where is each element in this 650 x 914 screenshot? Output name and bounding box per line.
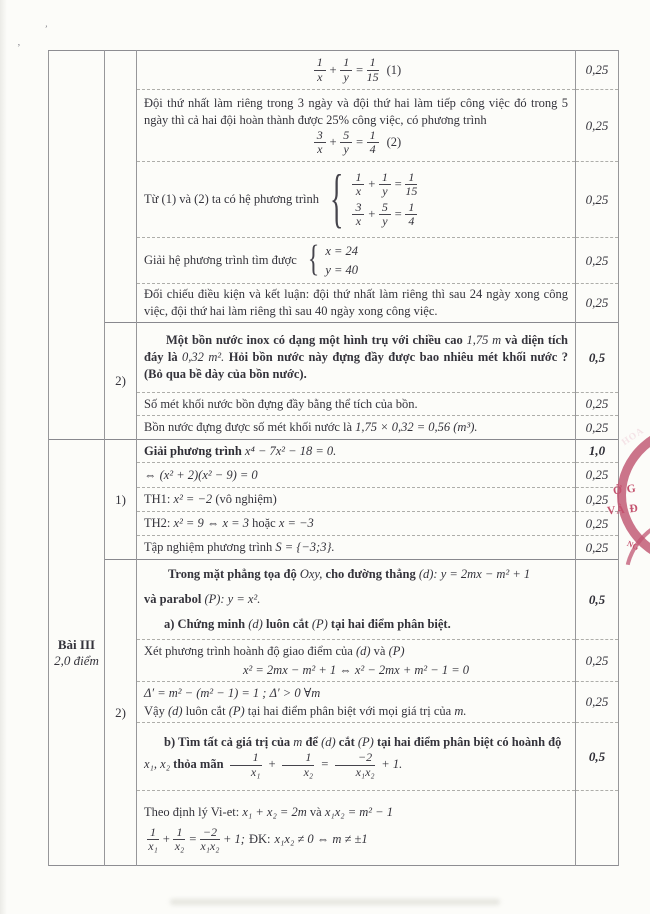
math-expression: Oxy, (299, 567, 323, 581)
table-row (49, 51, 619, 90)
equals-sign: = (188, 832, 197, 846)
system-equation-1 (349, 171, 420, 199)
scan-speck: ‚ (17, 36, 21, 48)
operator: + (367, 177, 376, 192)
points-cell: 0,25 (576, 90, 619, 162)
math-expression: Δ′ = m² − (m² − 1) = 1 ; Δ′ > 0 ∀m (144, 686, 321, 700)
math-expression: (P) (388, 644, 405, 658)
math-value: 0,32 m². (182, 350, 225, 364)
points-cell (576, 791, 619, 866)
math-expression: x² = 9 ⇔ x = 3 (173, 516, 249, 530)
system-of-equations (144, 163, 568, 236)
points-cell: 0,25 (576, 162, 619, 238)
solution-cell (137, 416, 576, 440)
solution-text: TH2: (144, 516, 171, 530)
equation-tag: (1) (386, 62, 402, 77)
problem-statement-cell (137, 323, 576, 393)
equals-sign: = (393, 206, 403, 221)
subpart-label: 1) (105, 440, 137, 560)
system-solution (144, 239, 568, 280)
operator: + (267, 756, 277, 771)
page-edge-shadow (0, 0, 7, 914)
math-expression: + 1; (222, 832, 245, 846)
problem-label-cell-empty (49, 51, 105, 440)
fraction: $\frac{-2}{\text{x₁x₂}}$ (200, 824, 220, 853)
operator: + (328, 135, 338, 149)
equation-tag: (2) (386, 135, 402, 149)
stamp-text-line2: VÀ Đ (606, 502, 640, 518)
solution-cell (137, 90, 576, 162)
problem-text: và diện tích đáy là (144, 333, 569, 364)
fraction: 3 x (314, 129, 326, 157)
math-expression: (d): y = 2mx − m² + 1 (418, 567, 531, 581)
problem-number: Bài III (57, 636, 96, 652)
solution-cell (137, 393, 576, 416)
problem-text: cắt (338, 735, 355, 750)
solution-cell (137, 536, 576, 560)
system-line: y = 40 (325, 262, 359, 277)
math-expression: S = {−3;3}. (275, 540, 335, 554)
math-expression: (d) (355, 644, 371, 658)
answer-key-table (48, 50, 619, 866)
fraction: $\frac{1}{15}$ (405, 169, 418, 199)
subpart-label: 2) (105, 560, 137, 866)
solution-text: Vậy (144, 704, 165, 718)
points-cell: 0,25 (576, 536, 619, 560)
solution-text: và (309, 804, 322, 819)
problem-total-points: 2,0 điểm (54, 652, 99, 668)
solution-text: Từ (1) và (2) ta có hệ phương trình (144, 192, 319, 206)
problem-text: để (305, 735, 318, 750)
problem-text: Giải phương trình (144, 443, 242, 458)
stamp-outer-ring (617, 422, 650, 568)
points-cell: 0,25 (576, 416, 619, 440)
math-expression: x₁x₂ = m² − 1 (324, 804, 393, 819)
solution-text: ĐK: (248, 832, 271, 846)
math-expression: (P) (357, 735, 374, 750)
problem-text: tại hai điểm phân biệt có hoành độ (376, 735, 562, 750)
solution-text: tại hai điểm phân biệt với mọi giá trị của (247, 704, 452, 718)
solution-cell (137, 162, 576, 238)
solution-text: TH1: (144, 492, 171, 506)
fraction: $\frac{1}{4}$ (367, 129, 379, 157)
fraction: $\frac{-2}{\text{x₁x₂}}$ (335, 751, 375, 779)
solution-cell (137, 791, 576, 866)
solution-text: (vô nghiệm) (215, 492, 277, 506)
problem-text: tại hai điểm phân biệt. (330, 617, 451, 631)
points-cell: 0,5 (576, 560, 619, 640)
points-cell: 0,5 (576, 723, 619, 791)
fraction: $\frac{1}{\text{x₂}}$ (174, 824, 185, 853)
fraction: 3 x (352, 201, 364, 229)
points-cell: 0,25 (576, 284, 619, 323)
math-expression: x₁ + x₂ = 2m (242, 804, 307, 819)
operator: + (328, 62, 338, 77)
points-cell: 0,25 (576, 640, 619, 682)
solution-cell (137, 284, 576, 323)
fraction: $\frac{1}{15}$ (366, 55, 379, 84)
system-equation-2 (349, 201, 420, 229)
solution-cell (137, 238, 576, 284)
solution-text: Giải hệ phương trình tìm được (144, 253, 297, 267)
math-expression: (d) (248, 617, 263, 631)
math-expression: x² = 2mx − m² + 1 ⇔ x² − 2mx + m² − 1 = 0 (242, 663, 470, 677)
system-line: x = 24 (325, 243, 359, 258)
math-expression: + 1. (381, 756, 403, 771)
fraction: $\frac{1}{y}$ (340, 56, 352, 84)
math-equation-line (144, 826, 568, 854)
math-expression: (P) (311, 617, 328, 631)
points-cell: 0,25 (576, 512, 619, 536)
table-row (49, 560, 619, 640)
points-cell: 0,25 (576, 393, 619, 416)
operator: + (162, 832, 171, 846)
fraction: $\frac{1}{4}$ (405, 201, 417, 229)
points-cell: 0,25 (576, 682, 619, 723)
math-expression: 1,75 × 0,32 = 0,56 (m³). (355, 420, 478, 434)
problem-statement-cell (137, 723, 576, 791)
equals-sign: = (355, 62, 364, 77)
points-cell: 0,5 (576, 323, 619, 393)
stamp-text-line3: NG (625, 538, 641, 553)
solution-text: Đội thứ nhất làm riêng trong 3 ngày và đội thứ hai làm tiếp công việc đó trong 5 ngày thì cả hai đội hoàn thành được 25% công việc, có phương trình (144, 95, 568, 127)
math-expression: (d) (321, 735, 336, 750)
math-expression: x² = −2 (173, 492, 213, 506)
math-expression: x⁴ − 7x² − 18 = 0. (244, 443, 337, 458)
fraction: $\frac{1}{\text{x₂}}$ (282, 751, 314, 779)
points-cell: 0,25 (576, 488, 619, 512)
math-value: 1,75 m (466, 333, 502, 347)
fraction: 1 x (352, 171, 364, 199)
math-expression: m. (454, 704, 467, 718)
fraction: $\frac{5}{y}$ (379, 201, 391, 229)
solution-cell (137, 512, 576, 536)
subpart-label: 2) (105, 323, 137, 440)
math-expression: m (293, 735, 303, 750)
solution-text: hoặc (252, 516, 276, 530)
problem-text: thỏa mãn (173, 756, 224, 771)
solution-cell (137, 488, 576, 512)
problem-text: b) Tìm tất cả giá trị của (164, 735, 291, 750)
math-expression: ⇔ (x² + 2)(x² − 9) = 0 (144, 467, 258, 482)
math-expression: x₁, x₂ (144, 756, 171, 771)
math-expression: x = −3 (278, 516, 314, 530)
problem-text: Một bồn nước inox có dạng một hình trụ với chiều cao (166, 333, 463, 347)
fraction: $\frac{1}{y}$ (379, 171, 391, 199)
equals-sign: = (320, 756, 329, 771)
solution-cell (137, 463, 576, 488)
math-expression: (d) (167, 704, 183, 718)
fraction: $\frac{1}{\text{x₁}}$ (230, 751, 262, 779)
problem-text: luôn cắt (265, 617, 309, 631)
problem-text: a) Chứng minh (164, 617, 246, 631)
equation-1 (144, 56, 568, 84)
solution-cell (137, 51, 576, 90)
math-expression: x₁x₂ ≠ 0 ⇔ m ≠ ±1 (274, 832, 368, 846)
solution-text: Tập nghiệm phương trình (144, 540, 273, 554)
equals-sign: = (393, 177, 403, 192)
problem-statement-cell (137, 560, 576, 640)
equals-sign: = (355, 135, 364, 149)
table-row (49, 323, 619, 393)
problem-text: cho đường thẳng (325, 567, 416, 581)
scan-speck: ’ (42, 23, 49, 36)
points-cell: 0,25 (576, 463, 619, 488)
operator: + (367, 206, 376, 221)
fraction: 1 x (314, 56, 326, 84)
solution-text: và (373, 644, 386, 658)
problem-text: Hỏi bồn nước này đựng đầy được bao nhiêu mét khối nước ? (Bỏ qua bề dày của bồn nước). (144, 350, 569, 381)
problem-text: Trong mặt phẳng tọa độ (168, 567, 297, 581)
problem-statement-cell (137, 440, 576, 463)
subpart-cell-empty (105, 51, 137, 323)
stamp-arc-text: HOA (620, 425, 647, 449)
problem-label (49, 440, 105, 866)
scan-smudge (170, 899, 500, 905)
system-brace: { (329, 163, 344, 236)
solution-text: Đối chiếu điều kiện và kết luận: đội thứ nhất làm riêng thì sau 24 ngày xong công việc, đội thứ hai làm riêng thì sau 40 ngày xong công việc. (144, 287, 568, 318)
solution-text: luôn cắt (185, 704, 226, 718)
table-row (49, 440, 619, 463)
solution-text: Số mét khối nước bồn đựng đầy bằng thể tích của bồn. (144, 396, 418, 411)
fraction: 1 x₁ (148, 824, 158, 853)
solution-cell (137, 682, 576, 723)
points-cell: 0,25 (576, 238, 619, 284)
math-expression: (P) (228, 704, 245, 718)
math-expression: (P): y = x². (204, 592, 261, 606)
fraction: $\frac{5}{y}$ (340, 129, 352, 157)
solution-text: Theo định lý Vi-et: (144, 804, 240, 819)
points-cell: 0,25 (576, 51, 619, 90)
system-brace: { (307, 239, 320, 280)
points-cell: 1,0 (576, 440, 619, 463)
equation-2 (144, 129, 568, 157)
problem-text: và parabol (144, 592, 202, 606)
solution-cell (137, 640, 576, 682)
stamp-text-line1: Ở G (612, 482, 638, 498)
solution-text: Xét phương trình hoành độ giao điểm của (144, 644, 353, 658)
solution-text: Bồn nước đựng được số mét khối nước là (144, 420, 353, 434)
